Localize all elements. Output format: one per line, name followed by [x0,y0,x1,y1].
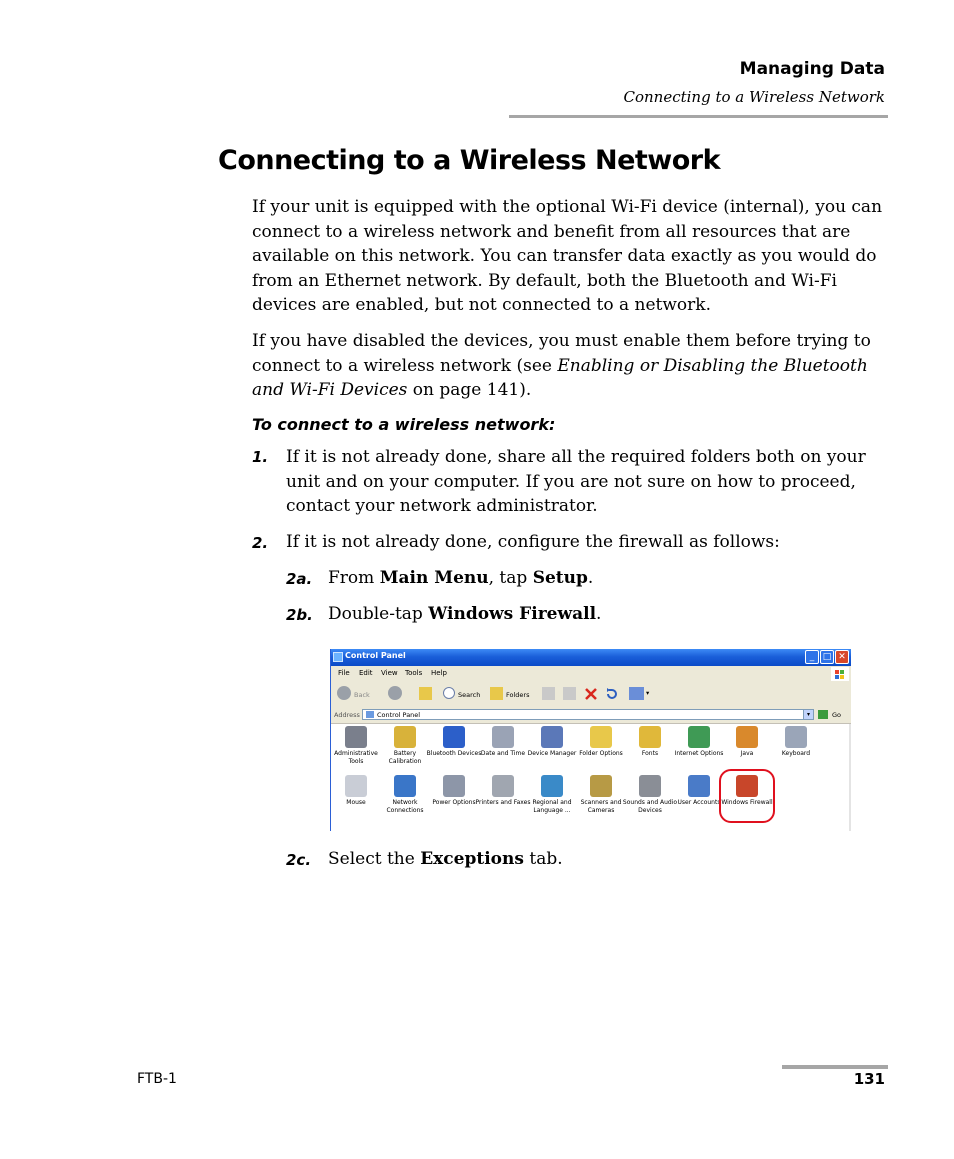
step-2c-number: 2c. [286,851,312,869]
menu-edit[interactable]: Edit [359,669,373,677]
address-folder-icon [366,711,374,718]
cp-item-label: Sounds and Audio Devices [622,799,678,814]
s2b-windows-firewall: Windows Firewall [428,604,597,624]
s2b-t2: . [596,604,602,624]
vertical-scrollbar[interactable] [849,724,851,831]
page-number: 131 [853,1070,885,1088]
cp-item-mouse[interactable] [330,773,384,821]
java-icon [736,726,758,748]
s2a-t1: From [328,568,380,588]
up-folder-icon[interactable] [419,687,432,700]
step-2b-number: 2b. [286,606,313,624]
step-2a-text [328,566,593,591]
cp-item-label: Keyboard [781,750,811,757]
step-2a-number: 2a. [286,570,313,588]
cp-item-java[interactable] [719,724,775,772]
page-title: Connecting to a Wireless Network [218,145,721,176]
device-manager-icon [541,726,563,748]
toolbar [331,682,851,708]
address-label: Address [334,711,360,719]
cp-item-device-manager[interactable] [524,724,580,772]
menu-tools[interactable]: Tools [405,669,423,677]
cp-item-scanners-and-cameras[interactable] [573,773,629,821]
header-rule [509,115,888,118]
search-icon[interactable] [443,687,455,699]
cp-item-label: Java [740,750,754,757]
p2-text-before: If you have disabled the devices, you must enable them before trying to connect to a wireless network (see [252,331,871,376]
control-panel-window [330,649,851,831]
running-header-section: Connecting to a Wireless Network [623,88,885,106]
cp-item-label: Battery Calibration [388,750,422,765]
cp-item-bluetooth-devices[interactable] [426,724,482,772]
s2a-setup: Setup [532,568,588,588]
s2b-t1: Double-tap [328,604,429,624]
cp-item-label: Fonts [641,750,659,757]
cp-item-label: Regional and Language ... [532,799,572,814]
step-2c-text [328,847,563,872]
network-connections-icon [394,775,416,797]
cp-item-label: Mouse [346,799,366,806]
menu-file[interactable]: File [338,669,350,677]
step-1-number: 1. [252,448,269,466]
copy-to-icon[interactable] [563,687,576,700]
menu-view[interactable]: View [381,669,398,677]
cp-item-label: Windows Firewall [721,799,773,806]
bluetooth-devices-icon [443,726,465,748]
sounds-and-audio-devices-icon [639,775,661,797]
cp-item-regional-and-language[interactable] [524,773,580,821]
cp-item-date-and-time[interactable] [475,724,531,772]
internet-options-icon [688,726,710,748]
date-and-time-icon [492,726,514,748]
control-panel-icon [333,652,343,662]
folders-label[interactable]: Folders [506,691,530,699]
cp-item-label: Folder Options [579,750,623,757]
cross-reference-link: Enabling or Disabling the Bluetooth and Wi-Fi Devices [252,355,868,400]
cp-item-fonts[interactable] [622,724,678,772]
cp-item-label: Power Options [432,799,476,806]
s2a-t2: , tap [488,568,533,588]
search-label[interactable]: Search [458,691,481,699]
s2c-exceptions: Exceptions [420,849,524,869]
s2a-t3: . [587,568,594,588]
step-2b-text [328,602,601,627]
footer-product: FTB-1 [137,1071,177,1087]
cp-item-printers-and-faxes[interactable] [475,773,531,821]
address-value: Control Panel [377,711,421,719]
views-dropdown-icon[interactable]: ▾ [646,689,650,697]
back-arrow-icon[interactable] [337,686,351,700]
regional-and-language-icon [541,775,563,797]
undo-icon[interactable] [605,686,619,700]
s2c-t2: tab. [523,849,563,869]
cp-item-power-options[interactable] [426,773,482,821]
user-accounts-icon [688,775,710,797]
cp-item-label: Printers and Faxes [475,799,531,806]
minimize-button[interactable]: _ [805,650,819,664]
step-1-text: If it is not already done, share all the required folders both on your unit and on your computer. If you are not sure on how to proceed, contact your network administrator. [286,447,866,516]
go-arrow-icon[interactable] [818,710,828,719]
views-icon[interactable] [629,687,644,700]
running-header-chapter: Managing Data [739,59,885,79]
s2a-main-menu: Main Menu [379,568,489,588]
cp-item-label: Scanners and Cameras [580,799,622,814]
windows-logo-icon [831,667,849,681]
cp-item-keyboard[interactable] [768,724,824,772]
p2-text-after: on page 141). [407,380,532,400]
enable-devices-paragraph [252,329,892,403]
cp-item-folder-options[interactable] [573,724,629,772]
go-label[interactable]: Go [832,711,842,719]
s2c-t1: Select the [328,849,421,869]
step-2-number: 2. [252,534,269,552]
cp-item-label: Administrative Tools [334,750,378,765]
fonts-icon [639,726,661,748]
window-title: Control Panel [345,651,406,660]
cp-item-label: Bluetooth Devices [426,750,482,757]
close-button[interactable]: ✕ [835,650,849,664]
forward-arrow-icon[interactable] [388,686,402,700]
keyboard-icon [785,726,807,748]
cp-item-label: Network Connections [386,799,424,814]
cp-item-label: Date and Time [480,750,526,757]
intro-paragraph: If your unit is equipped with the optional Wi-Fi device (internal), you can connect to a wireless network and benefit from all resources that are available on this network. You can transfer data exactly as you would do from an Ethernet network. By default, both the Bluetooth and Wi-Fi devices are enabled, but not connected to a network. [252,197,883,315]
address-bar [331,707,851,724]
window-titlebar [331,649,851,666]
back-label[interactable]: Back [354,691,370,699]
address-input[interactable] [362,709,814,720]
menu-bar [331,666,851,683]
delete-icon[interactable] [584,686,598,700]
cp-item-label: Internet Options [674,750,724,757]
battery-calibration-icon [394,726,416,748]
cp-item-label: User Accounts [677,799,721,806]
windows-firewall-highlight [719,769,775,823]
cp-item-network-connections[interactable] [377,773,433,821]
move-to-icon[interactable] [542,687,555,700]
menu-help[interactable]: Help [431,669,447,677]
folder-options-icon [590,726,612,748]
cp-item-sounds-and-audio-devices[interactable] [622,773,678,821]
step-2-text: If it is not already done, configure the firewall as follows: [286,532,780,552]
printers-and-faxes-icon [492,775,514,797]
administrative-tools-icon [345,726,367,748]
maximize-button[interactable]: □ [820,650,834,664]
scanners-and-cameras-icon [590,775,612,797]
address-dropdown-icon[interactable]: ▾ [803,709,814,720]
cp-item-label: Device Manager [527,750,577,757]
cp-item-administrative-tools[interactable] [330,724,384,772]
power-options-icon [443,775,465,797]
mouse-icon [345,775,367,797]
cp-item-battery-calibration[interactable] [377,724,433,772]
procedure-heading: To connect to a wireless network: [252,415,556,434]
footer-rule [782,1065,888,1069]
folders-icon[interactable] [490,687,503,700]
